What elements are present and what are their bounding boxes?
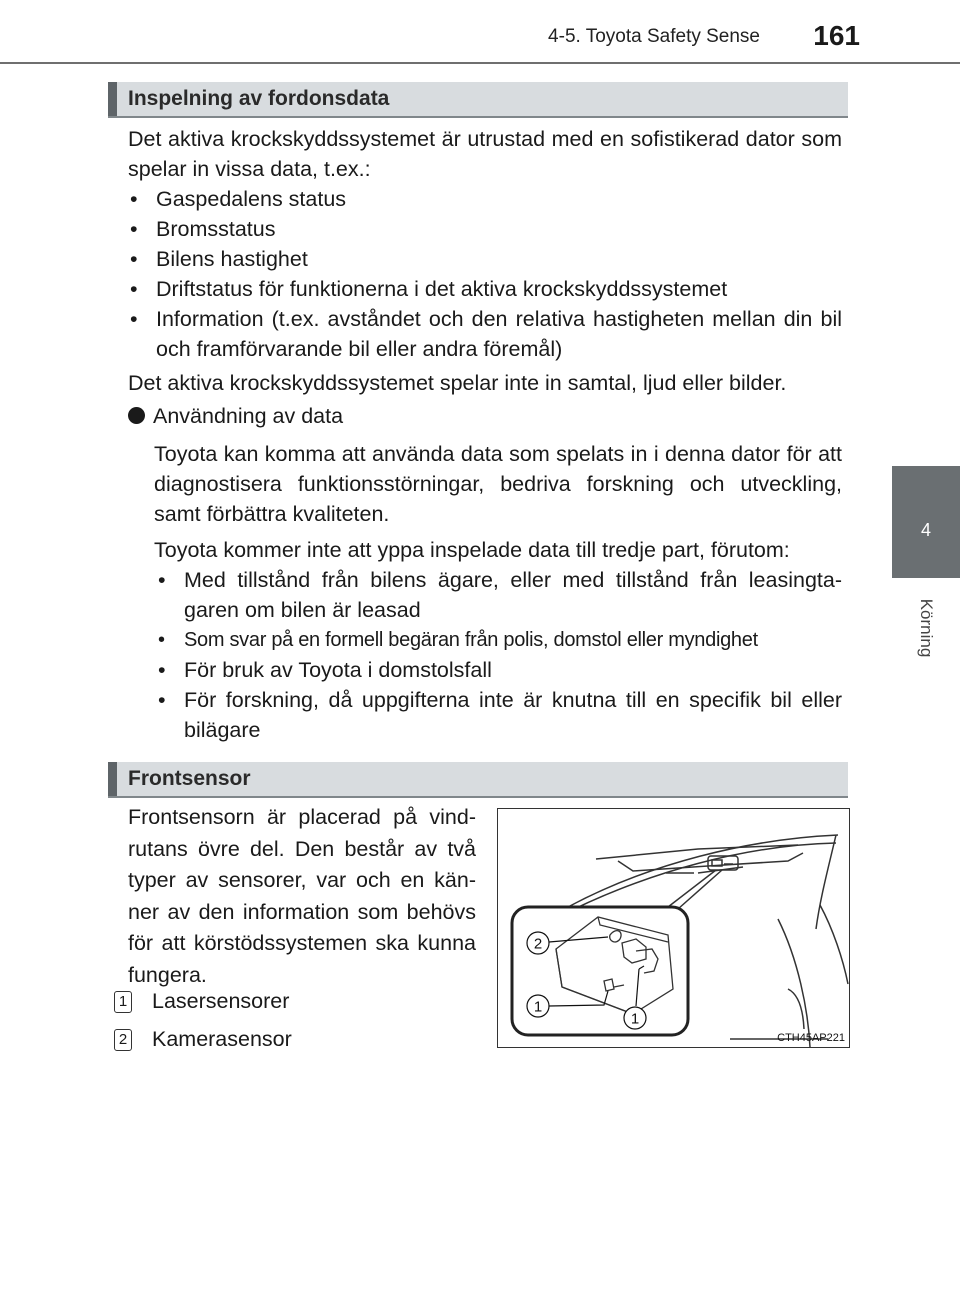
intro-paragraph: Det aktiva krockskyddssystemet är utrustad med en sofistikerad dator som spelar in vissa data, t.ex.: [128, 127, 842, 181]
figure-code: CTH45AP221 [777, 1032, 845, 1044]
list-item: • Med tillstånd från bilens ägare, eller med tillstånd från leasingta-garen om bilen är leasad [158, 568, 842, 622]
front-sensor-illustration [497, 808, 850, 1048]
usage-heading: Användning av data [128, 401, 828, 431]
usage-paragraph: Toyota kan komma att använda data som spelats in i denna dator för att diagnostisera funktionsstörningar, bedriva forskning och utveckling, samt förbättra kvaliteten. [154, 442, 842, 526]
svg-text:1: 1 [533, 998, 543, 1016]
svg-text:1: 1 [630, 1010, 640, 1028]
list-item: • Som svar på en formell begäran från polis, domstol eller myndighet [158, 629, 758, 651]
chapter-number: 4 [920, 520, 931, 540]
list-item: 2 Kamerasensor [114, 1024, 484, 1054]
header-rule [0, 62, 960, 64]
list-item: • För forskning, då uppgifterna inte är knutna till en specifik bil eller bilägare [158, 688, 842, 742]
disclosure-intro: Toyota kommer inte att yppa inspelade data till tredje part, förutom: [154, 538, 790, 562]
section-heading-recording [108, 82, 848, 116]
section-title: Frontsensor [128, 767, 251, 790]
svg-text:2: 2 [533, 935, 543, 953]
list-item: • För bruk av Toyota i domstolsfall [158, 658, 492, 682]
windshield-sensor-drawing [498, 809, 849, 1047]
no-record-note: Det aktiva krockskyddssystemet spelar inte in samtal, ljud eller bilder. [128, 371, 787, 395]
list-item: • Bilens hastighet [130, 247, 308, 271]
callout-number: 1 [114, 991, 132, 1013]
frontsensor-paragraph: Frontsensorn är placerad på vind-rutans övre del. Den består av två typer av sensorer, var och en kän-ner av den information som behövs för att körstödssystemen ska kunna fungera. [128, 805, 476, 987]
list-item: • Information (t.ex. avståndet och den relativa hastigheten mellan din bil och framförvarande bil eller andra föremål) [130, 307, 842, 361]
callout-number: 2 [114, 1029, 132, 1051]
section-title: Inspelning av fordonsdata [128, 87, 390, 110]
list-item: 1 Lasersensorer [114, 986, 484, 1016]
list-item: • Bromsstatus [130, 217, 276, 241]
section-heading-frontsensor [108, 762, 848, 796]
page-number: 161 [813, 20, 860, 51]
list-item: • Driftstatus för funktionerna i det aktiva krockskyddssystemet [130, 277, 728, 301]
bullet-circle-icon [128, 407, 145, 424]
list-item: • Gaspedalens status [130, 187, 347, 211]
header-section-title: 4-5. Toyota Safety Sense [548, 26, 760, 47]
